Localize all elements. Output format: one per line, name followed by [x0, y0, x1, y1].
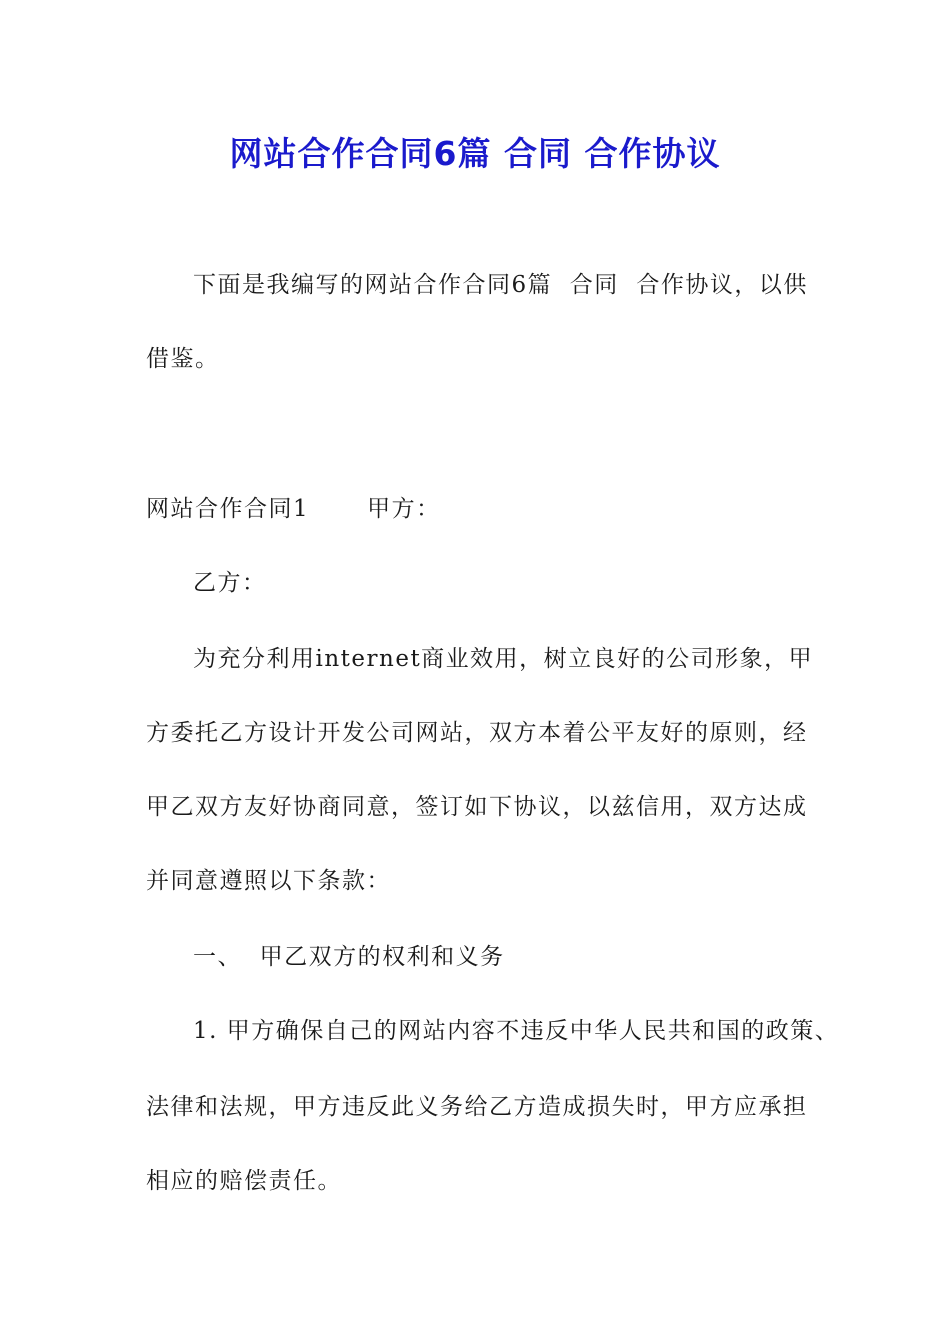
section-heading: 网站合作合同1 — [146, 496, 310, 522]
paragraph-1-line-1: 为充分利用internet商业效用，树立良好的公司形象，甲 — [193, 646, 814, 672]
paragraph-1-line-2: 方委托乙方设计开发公司网站，双方本着公平友好的原则，经 — [146, 720, 808, 746]
intro-line-2: 借鉴。 — [146, 346, 220, 372]
party-b-label: 乙方： — [193, 570, 267, 596]
clause-heading: 一、 甲乙双方的权利和义务 — [193, 944, 505, 970]
paragraph-1-line-3: 甲乙双方友好协商同意，签订如下协议，以兹信用，双方达成 — [146, 794, 808, 820]
party-a-label: 甲方： — [367, 496, 441, 522]
section-heading-row — [146, 494, 441, 524]
intro-line-1: 下面是我编写的网站合作合同6篇 合同 合作协议，以供 — [193, 272, 808, 298]
paragraph-1-line-4: 并同意遵照以下条款： — [146, 868, 391, 894]
clause-1-line-2: 法律和法规，甲方违反此义务给乙方造成损失时，甲方应承担 — [146, 1094, 808, 1120]
clause-1-line-1: 1. 甲方确保自己的网站内容不违反中华人民共和国的政策、 — [193, 1018, 840, 1044]
clause-1-line-3: 相应的赔偿责任。 — [146, 1168, 342, 1194]
document-title: 网站合作合同6篇 合同 合作协议 — [229, 134, 721, 173]
